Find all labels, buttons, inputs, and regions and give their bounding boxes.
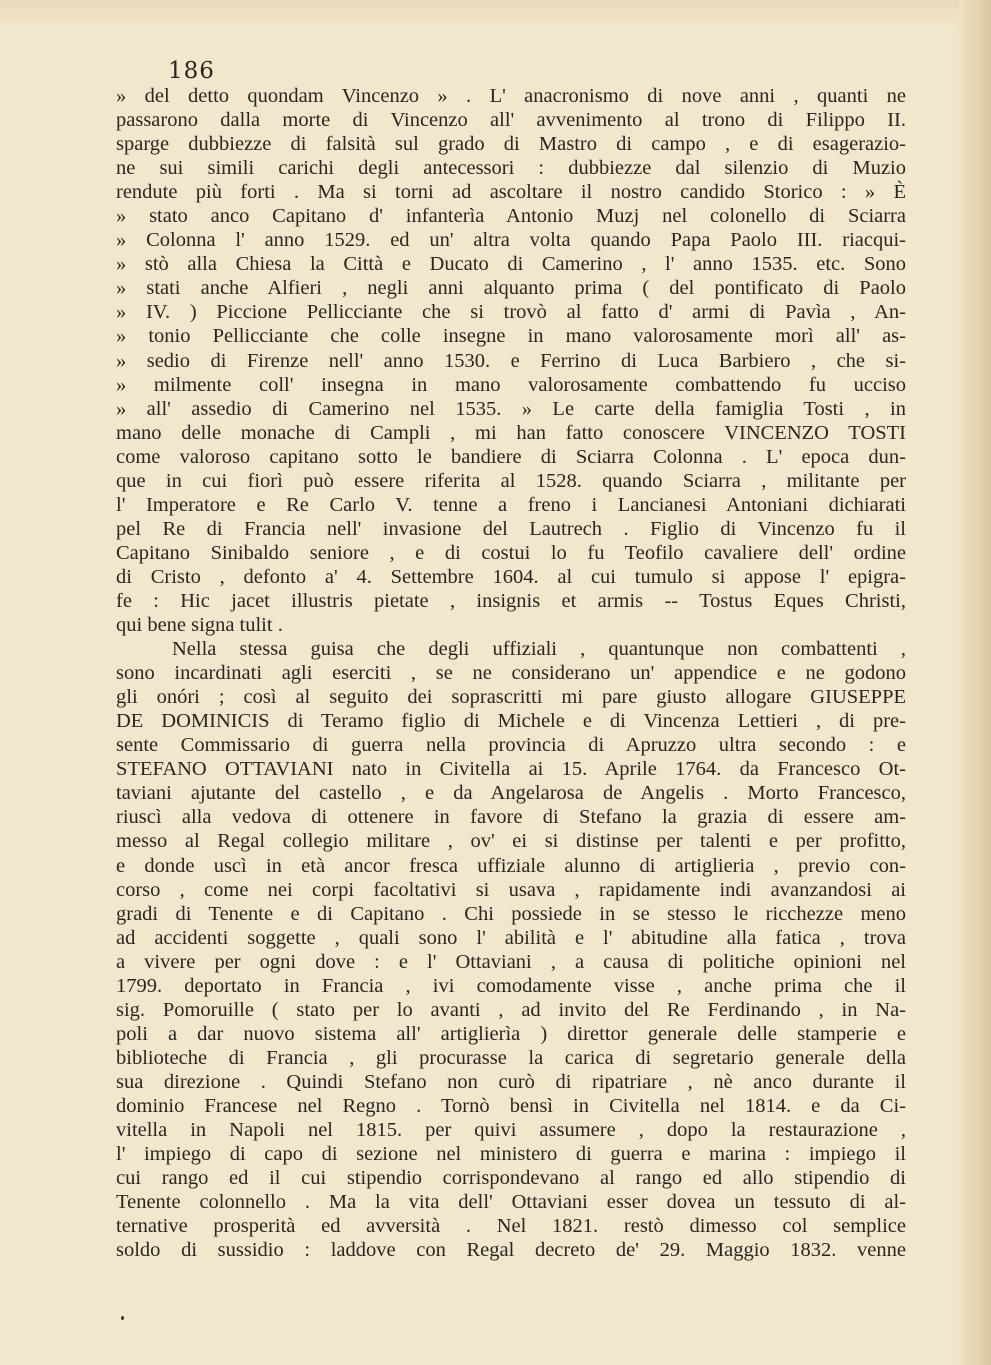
text-line: » del detto quondam Vincenzo » . L' anacronismo di nove anni , quanti ne [116, 85, 906, 107]
text-line: cui rango ed il cui stipendio corrispondevano al rango ed allo stipendio di [116, 1167, 906, 1190]
text-line: » milmente coll' insegna in mano valorosamente combattendo fu ucciso [116, 373, 906, 396]
text-line: » stò alla Chiesa la Città e Ducato di Camerino , l' anno 1535. etc. Sono [116, 253, 906, 276]
text-line: fe : Hic jacet illustris pietate , insignis et armis -- Tostus Eques Christi, [116, 589, 906, 612]
text-line: pel Re di Francia nell' invasione del Lautrech . Figlio di Vincenzo fu il [116, 517, 906, 540]
text-line: di Cristo , defonto a' 4. Settembre 1604. al cui tumulo si appose l' epigra- [116, 565, 906, 588]
text-line: » IV. ) Piccione Pellicciante che si trovò al fatto d' armi di Pavìa , An- [116, 301, 906, 324]
text-line: riuscì alla vedova di ottenere in favore di Stefano la grazia di essere am- [116, 806, 906, 829]
page-number: 186 [168, 58, 215, 84]
text-line: poli a dar nuovo sistema all' artiglierìa ) direttor generale delle stamperie e [116, 1022, 906, 1045]
text-line: corso , come nei corpi facoltativi si usava , rapidamente indi avanzandosi ai [116, 878, 906, 901]
text-line: ternative prosperità ed avversità . Nel 1821. restò dimesso col semplice [116, 1215, 906, 1238]
text-line: » Colonna l' anno 1529. ed un' altra volta quando Papa Paolo III. riacqui- [116, 229, 906, 252]
text-line: DE DOMINICIS di Teramo figlio di Michele e di Vincenza Lettieri , di pre- [116, 710, 906, 733]
text-line: sente Commissario di guerra nella provincia di Apruzzo ultra secondo : e [116, 734, 906, 757]
text-line: sono incardinati agli eserciti , se ne considerano un' appendice e ne godono [116, 662, 906, 685]
text-line: sua direzione . Quindi Stefano non curò di ripatriare , nè anco durante il [116, 1070, 906, 1093]
text-line: qui bene signa tulit . [116, 614, 283, 637]
text-line: l' impiego di capo di sezione nel ministero di guerra e marina : impiego il [116, 1143, 906, 1166]
text-line: Capitano Sinibaldo seniore , e di costui lo fu Teofilo cavaliere dell' ordine [116, 541, 906, 564]
text-line: mano delle monache di Campli , mi han fatto conoscere VINCENZO TOSTI [116, 421, 906, 444]
text-line: dominio Francese nel Regno . Tornò bensì in Civitella nel 1814. e da Ci- [116, 1094, 906, 1117]
text-line: gli onóri ; così al seguito dei soprascritti mi pare giusto allogare GIUSEPPE [116, 686, 906, 709]
text-line: 1799. deportato in Francia , ivi comodamente visse , anche prima che il [116, 974, 906, 997]
text-line: l' Imperatore e Re Carlo V. tenne a freno i Lancianesi Antoniani dichiarati [116, 493, 906, 516]
text-line: come valoroso capitano sotto le bandiere di Sciarra Colonna . L' epoca dun- [116, 445, 906, 468]
text-line: passarono dalla morte di Vincenzo all' avvenimento al trono di Filippo II. [116, 109, 906, 132]
body-text [116, 84, 906, 1262]
text-line: STEFANO OTTAVIANI nato in Civitella ai 15. Aprile 1764. da Francesco Ot- [116, 758, 906, 781]
page-top-edge [0, 0, 991, 28]
text-line: a vivere per ogni dove : e l' Ottaviani , a causa di politiche opinioni nel [116, 950, 906, 973]
text-line: ne sui simili carichi degli antecessori : dubbiezze dal silenzio di Muzio [116, 157, 906, 180]
page-binding-edge [959, 0, 991, 1365]
text-line: biblioteche di Francia , gli procurasse la carica di segretario generale della [116, 1046, 906, 1069]
text-line: ad accidenti soggette , quali sono l' abilità e l' abitudine alla fatica , trova [116, 926, 906, 949]
paragraph-first-line: Nella stessa guisa che degli uffiziali , quantunque non combattenti , [172, 638, 906, 661]
text-line: » tonio Pellicciante che colle insegne in mano valorosamente morì all' as- [116, 325, 906, 348]
text-line: » all' assedio di Camerino nel 1535. » Le carte della famiglia Tosti , in [116, 397, 906, 420]
text-line: Tenente colonnello . Ma la vita dell' Ottaviani esser dovea un tessuto di al- [116, 1191, 906, 1214]
print-speck [121, 1316, 124, 1320]
text-line: rendute più forti . Ma si torni ad ascoltare il nostro candido Storico : » È [116, 181, 906, 204]
text-line: taviani ajutante del castello , e da Angelarosa de Angelis . Morto Francesco, [116, 782, 906, 805]
text-line: gradi di Tenente e di Capitano . Chi possiede in se stesso le ricchezze meno [116, 902, 906, 925]
text-line: » stati anche Alfieri , negli anni alquanto prima ( del pontificato di Paolo [116, 277, 906, 300]
text-line: soldo di sussidio : laddove con Regal decreto de' 29. Maggio 1832. venne [116, 1239, 906, 1262]
text-line: messo al Regal collegio militare , ov' ei si distinse per talenti e per profitto, [116, 830, 906, 853]
text-line: sig. Pomoruille ( stato per lo avanti , ad invito del Re Ferdinando , in Na- [116, 998, 906, 1021]
text-line: que in cui fiorì può essere riferita al 1528. quando Sciarra , militante per [116, 469, 906, 492]
text-line: » stato anco Capitano d' infanterìa Antonio Muzj nel colonello di Sciarra [116, 205, 906, 228]
text-line: sparge dubbiezze di falsità sul grado di Mastro di campo , e di esagerazio- [116, 133, 906, 156]
text-line: e donde uscì in età ancor fresca uffiziale alunno di artiglieria , previo con- [116, 854, 906, 877]
text-line: vitella in Napoli nel 1815. per quivi assumere , dopo la restaurazione , [116, 1119, 906, 1142]
text-line: » sedio di Firenze nell' anno 1530. e Ferrino di Luca Barbiero , che si- [116, 349, 906, 372]
